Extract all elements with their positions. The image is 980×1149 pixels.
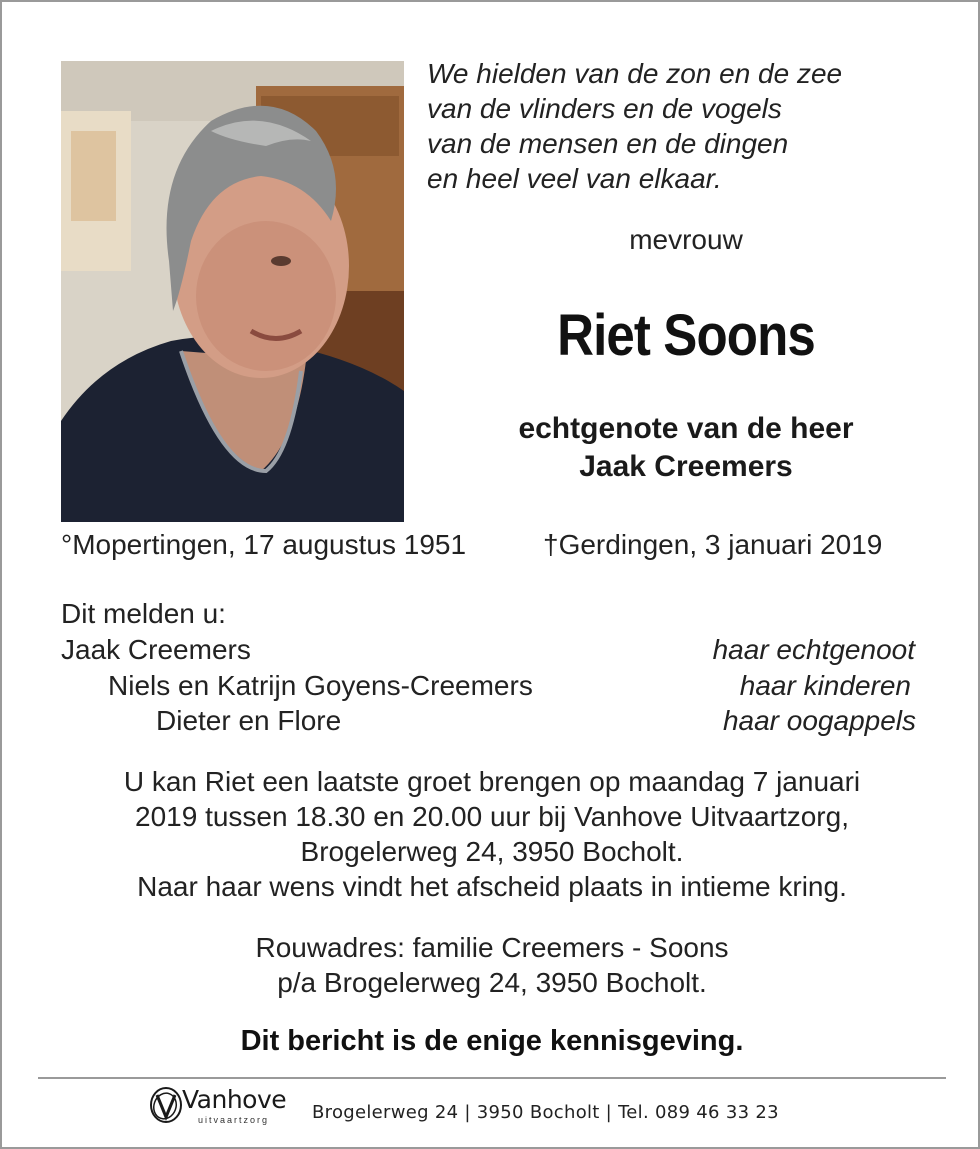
announcement-heading: Dit melden u:: [61, 598, 226, 629]
vanhove-logo-icon: [148, 1085, 184, 1125]
spouse-name: Jaak Creemers: [579, 450, 793, 483]
portrait-photo: [61, 61, 404, 522]
footer-divider: [38, 1077, 946, 1079]
poem-line: van de mensen en de dingen: [427, 128, 789, 159]
family-relation: haar oogappels: [722, 705, 916, 736]
family-relation: haar kinderen: [739, 670, 911, 701]
footer-contact: Brogelerweg 24 | 3950 Bocholt | Tel. 089 46 33 23: [312, 1102, 779, 1123]
poem-line: van de vlinders en de vogels: [427, 93, 782, 124]
honorific: mevrouw: [629, 224, 743, 255]
family-row: [2, 670, 980, 704]
notice-text: Dit bericht is de enige kennisgeving.: [240, 1025, 744, 1057]
poem: [427, 56, 947, 196]
birth-date: °Mopertingen, 17 augustus 1951: [61, 529, 467, 560]
family-relation: haar echtgenoot: [712, 634, 915, 665]
family-name: Dieter en Flore: [156, 705, 342, 736]
visitation-line: U kan Riet een laatste groet brengen op maandag 7 januari: [123, 766, 861, 797]
visitation-line: Naar haar wens vindt het afscheid plaats in intieme kring.: [137, 871, 847, 902]
poem-line: en heel veel van elkaar.: [427, 163, 722, 194]
brand-subtitle: uitvaartzorg: [198, 1115, 270, 1125]
family-name: Jaak Creemers: [61, 634, 251, 665]
visitation-line: Brogelerweg 24, 3950 Bocholt.: [300, 836, 684, 867]
vanhove-logo: [148, 1085, 298, 1129]
deceased-name: Riet Soons: [557, 303, 815, 368]
death-date: †Gerdingen, 3 januari 2019: [543, 529, 883, 560]
life-dates: [61, 529, 921, 561]
spouse-line: echtgenote van de heer: [518, 412, 854, 445]
spouse-info: [424, 410, 948, 486]
visitation-info: [42, 764, 942, 904]
brand-name: Vanhove: [182, 1085, 287, 1114]
address-line: Rouwadres: familie Creemers - Soons: [255, 932, 729, 963]
poem-line: We hielden van de zon en de zee: [427, 58, 843, 89]
family-name: Niels en Katrijn Goyens-Creemers: [108, 670, 533, 701]
family-row: [2, 634, 980, 668]
mourning-address: [42, 930, 942, 1000]
visitation-line: 2019 tussen 18.30 en 20.00 uur bij Vanhove Uitvaartzorg,: [135, 801, 849, 832]
address-line: p/a Brogelerweg 24, 3950 Bocholt.: [277, 967, 707, 998]
family-row: [2, 705, 980, 739]
